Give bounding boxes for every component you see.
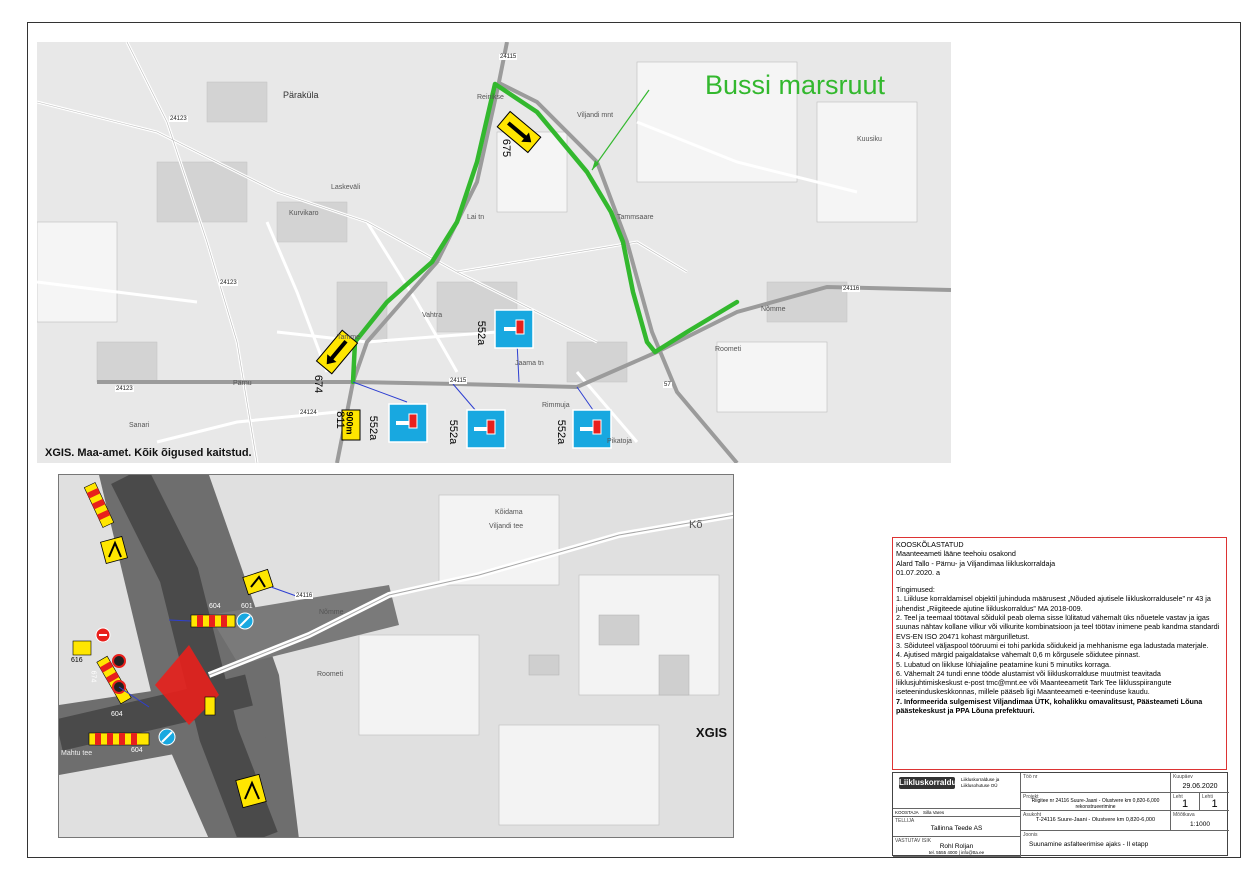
author-cell: KOOSTAJA Silla Vares xyxy=(893,809,1021,817)
road-number: 24115 xyxy=(500,54,517,60)
barrier-604-2 xyxy=(89,733,149,745)
sign-code: 811 xyxy=(333,411,346,429)
sign-code: 552a xyxy=(367,415,380,441)
sign-code: 552a xyxy=(555,419,568,445)
place-label: Roometi xyxy=(715,346,742,353)
drawing-title-cell: Joonis Suunamine asfalteerimise ajaks - II etapp xyxy=(1023,832,1149,848)
place-label: Sanari xyxy=(129,422,150,429)
place-label: Laskeväli xyxy=(331,184,361,191)
company-name: Liikluskorralduse ja Liiklusohutuse OÜ xyxy=(961,777,1000,788)
place-label: Rimmuja xyxy=(542,402,570,409)
client-cell: TELLIJA Tallinna Teede AS xyxy=(893,817,1021,837)
place-label: Tamme xyxy=(337,334,360,341)
company-cell xyxy=(893,773,1021,809)
place-label: Kõ xyxy=(689,519,703,531)
place-label: Nõmme xyxy=(319,609,344,616)
sign-552a-3 xyxy=(467,410,505,448)
approval-note xyxy=(892,537,1227,770)
responsible-cell: VASTUTAV ISIK Rohl Roljan tel. 5555 4000 | info@tta.ee xyxy=(893,837,1021,857)
title-block xyxy=(892,772,1228,856)
road-number: 24116 xyxy=(296,593,313,599)
place-label: Pikatoja xyxy=(607,438,632,445)
conditions-title: Tingimused: xyxy=(896,585,935,595)
place-label: Lai tn xyxy=(467,214,485,221)
approval-line: Alard Tallo - Pärnu- ja Viljandimaa liikluskorraldaja xyxy=(896,558,1056,568)
road-number: 24124 xyxy=(300,410,317,416)
map-copyright: XGIS xyxy=(695,725,727,740)
sign-code: 552a xyxy=(475,320,488,346)
place-label: Vahtra xyxy=(422,312,443,319)
sign-code: 604 xyxy=(209,603,221,610)
sheets-cell: Lehti 1 xyxy=(1200,793,1229,811)
mandatory-direction-sign-2 xyxy=(159,729,175,745)
traffic-light-icon xyxy=(113,655,125,667)
sign-code: 674 xyxy=(312,374,325,394)
condition-item: 5. Lubatud on liikluse lühiajaline peatamine kuni 5 minutiks korraga. xyxy=(896,659,1111,669)
place-label: Päraküla xyxy=(283,90,319,100)
road-number: 24115 xyxy=(450,378,467,384)
project-cell: Projekt Riigitee nr 24116 Suure-Jaani - Olustvere km 0,820-6,000 rekonstrueerimine xyxy=(1021,793,1171,811)
sign-552a-2 xyxy=(389,404,427,442)
sign-code: 552a xyxy=(447,419,460,445)
sheet-cell: Leht 1 xyxy=(1171,793,1200,811)
work-zone-detail-map[interactable] xyxy=(58,474,734,838)
sign-552a-1 xyxy=(495,310,533,348)
detail-map-svg xyxy=(59,475,734,838)
route-map-svg xyxy=(37,42,951,463)
detour-arrow-sign xyxy=(205,697,215,715)
condition-item-bold: 7. Informeerida sulgemisest Viljandimaa ÜTK, kohalikku omavalitsust, Päästeameti Lõuna päästekeskust ja PPA Lõuna prefektuuri. xyxy=(896,696,1203,716)
work-number-cell: Töö nr xyxy=(1021,773,1171,793)
mandatory-direction-sign-1 xyxy=(237,613,253,629)
condition-item: 3. Sõiduteel väljaspool tööruumi ei tohi parkida sõidukeid ja mehhanisme ega ladustada materjale. xyxy=(896,640,1209,650)
place-label: Pärnu xyxy=(233,380,252,387)
approval-heading: KOOSKÕLASTATUD xyxy=(896,540,964,549)
place-label: Reinikse xyxy=(477,94,504,101)
road-number: 24123 xyxy=(116,386,133,392)
place-label: Mahtu tee xyxy=(61,750,93,757)
place-label: Nõmme xyxy=(761,306,786,313)
condition-item: 1. Liikluse korraldamisel objektil juhinduda määrusest „Nõuded ajutisele liikluskorraldusele” nr 43 ja juhendist „Riigiteede ajutine liikluskorraldus” MA 2018-009. xyxy=(896,594,1211,613)
distance-plate-text: 900m xyxy=(344,411,355,435)
place-label: Kurvikaro xyxy=(289,210,319,217)
place-label: Kuusiku xyxy=(857,136,882,143)
road-number: 57 xyxy=(664,382,671,388)
location-cell: Asukoht T-24116 Suure-Jaani - Olustvere km 0,820-6,000 xyxy=(1021,811,1171,831)
barrier-604-1 xyxy=(191,615,235,627)
info-plate xyxy=(73,641,91,655)
approval-date: 01.07.2020. a xyxy=(896,567,940,577)
approval-line: Maanteeameti lääne teehoiu osakond xyxy=(896,549,1016,559)
place-label: Kõidama xyxy=(495,509,523,516)
road-number: 24123 xyxy=(220,280,237,286)
condition-item: 4. Ajutised märgid paigaldatakse vähemalt 0,6 m kõrgusele sõidutee pinnast. xyxy=(896,650,1141,660)
sign-code: 604 xyxy=(111,711,123,718)
road-number: 24123 xyxy=(170,116,187,122)
place-label: Roometi xyxy=(317,671,344,678)
route-overview-map[interactable] xyxy=(37,42,951,463)
date-cell: Kuupäev 29.06.2020 xyxy=(1171,773,1229,793)
sign-code: 674 xyxy=(89,670,97,683)
scale-cell: Mõõtkava 1:1000 xyxy=(1171,811,1229,831)
sign-code: 604 xyxy=(131,747,143,754)
place-label: Tammsaare xyxy=(617,214,654,221)
sign-code: 601 xyxy=(241,603,253,610)
road-number: 24116 xyxy=(843,286,860,292)
place-label: Jaama tn xyxy=(515,360,544,367)
sign-code: 616 xyxy=(71,657,83,664)
condition-item: 2. Teel ja teemaal töötaval sõidukil peab olema sisse lülitatud vähemalt üks nõuetele vastav ja igas suunas nähtav kollane vilkur või vilkurite kombinatsioon ja teel töötav inimene peab kandma standardi EVS-EN ISO 20471 kohast märgurilletust. xyxy=(896,613,1220,641)
condition-item: 6. Vähemalt 24 tundi enne tööde alustamist või liikluskorralduse muutmist teavitada liiklusjuhtimiskeskust e-post tmc@mnt.ee või Maanteeametit Tark Tee liiklusspiirangute iseteeninduskeskkonnas, millele pääseb ligi Maanteeameti e-teeninduse kaudu. xyxy=(896,668,1172,697)
company-logo: Liikluskorraldus xyxy=(899,778,961,787)
route-label: Bussi marsruut xyxy=(705,70,886,100)
place-label: Viljandi tee xyxy=(489,523,524,530)
place-label: Viljandi mnt xyxy=(577,112,614,119)
sign-552a-4 xyxy=(573,410,611,448)
map-copyright: XGIS. Maa-amet. Kõik õigused kaitstud. xyxy=(45,447,252,459)
sign-code: 675 xyxy=(500,138,513,158)
